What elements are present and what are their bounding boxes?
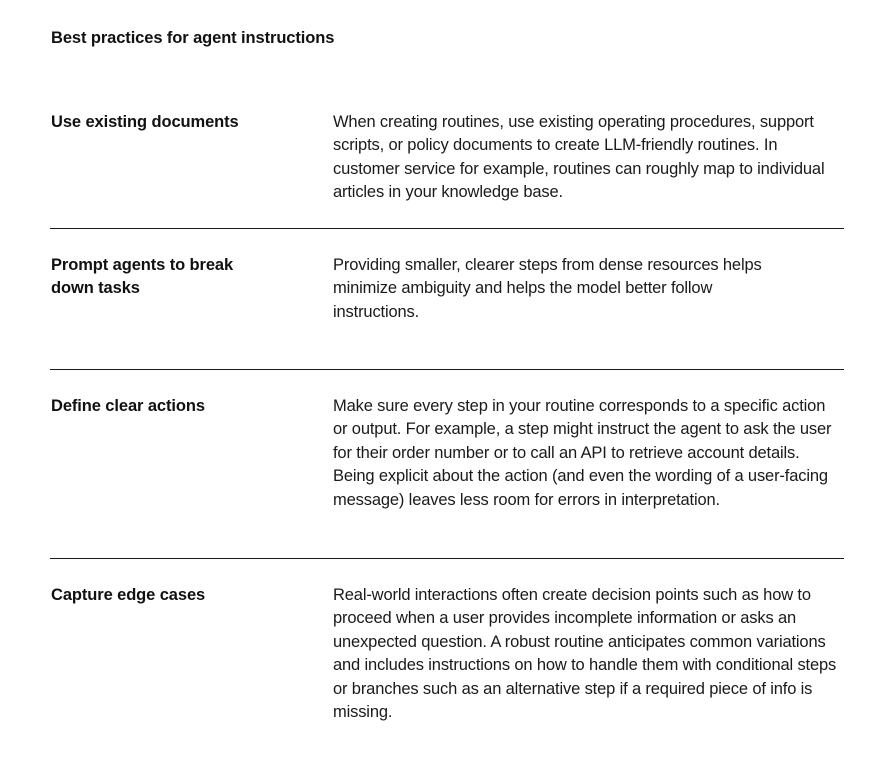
practice-description: When creating routines, use existing operating procedures, support scripts, or policy documents to create LLM-friendly routines. In customer service for example, routines can roughly map to individual articles in your knowledge base. [333,113,825,202]
practice-description: Make sure every step in your routine corresponds to a specific action or output. For example, a step might instruct the agent to ask the user for their order number or to call an API to retrieve account details. Being explicit about the action (and even the wording of a user-facing message) leaves less room for errors in interpretation. [333,397,832,509]
practice-label: Capture edge cases [51,586,206,604]
page-title: Best practices for agent instructions [51,29,335,47]
practice-description: Providing smaller, clearer steps from dense resources helps minimize ambiguity and helps the model better follow instructions. [333,256,762,321]
practice-label: Define clear actions [51,397,205,415]
row-divider [50,369,844,370]
practice-description: Real-world interactions often create decision points such as how to proceed when a user provides incomplete information or asks an unexpected question. A robust routine anticipates common variations and includes instructions on how to handle them with conditional steps or branches such as an alternative step if a required piece of info is missing. [333,586,837,722]
row-divider [50,228,844,229]
practice-label: Use existing documents [51,113,239,131]
row-divider [50,558,844,559]
practice-label: Prompt agents to break down tasks [51,256,234,298]
